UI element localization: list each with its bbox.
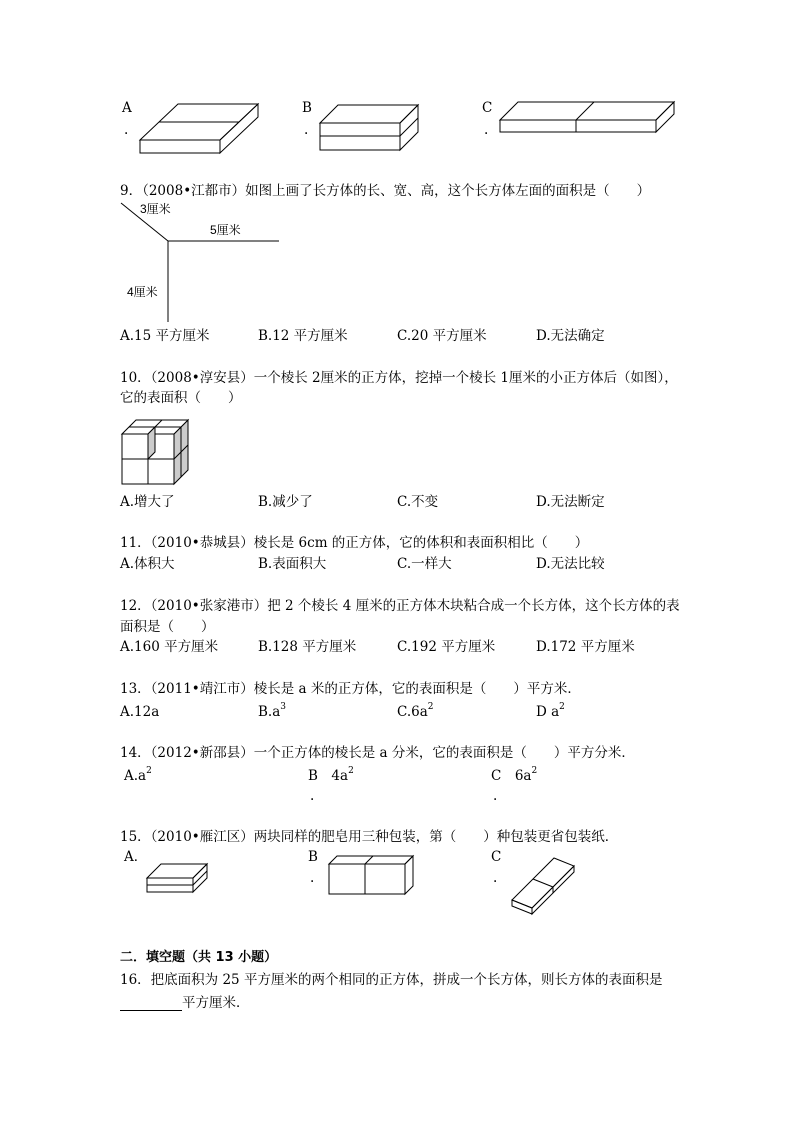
q15-figure-a <box>145 862 211 896</box>
q11-option-d: D.无法比较 <box>536 556 605 572</box>
q14-text: 14．（2012•新邵县）一个正方体的棱长是 a 分米，它的表面积是（ ）平方分米． <box>120 745 635 761</box>
q9-label-height: 4厘米 <box>127 285 158 299</box>
q14-option-b-dot: . <box>310 788 315 804</box>
q8-figure-a <box>138 100 263 156</box>
q10-text-line2: 它的表面积（ ） <box>120 390 242 406</box>
q9-text: 9．（2008•江都市）如图上画了长方体的长、宽、高，这个长方体左面的面积是（ ） <box>120 183 651 199</box>
q12-text-line2: 面积是（ ） <box>120 619 215 635</box>
q11-option-c: C.一样大 <box>397 556 452 572</box>
q15-option-b-dot: . <box>310 870 315 886</box>
q9-label-length: 5厘米 <box>210 223 241 237</box>
q11-option-a: A.体积大 <box>120 556 175 572</box>
q9-option-a: A.15 平方厘米 <box>120 328 210 344</box>
q15-option-b-label: B <box>308 849 318 865</box>
q12-option-b: B.128 平方厘米 <box>258 639 357 655</box>
q14-option-c-dot: . <box>493 788 498 804</box>
q8-option-b-label: B <box>302 100 312 116</box>
q14-option-c: C $6a^2$ <box>491 766 538 784</box>
q10-option-d: D.无法断定 <box>536 494 605 510</box>
q8-option-c-dot: . <box>484 122 489 138</box>
q9-option-d: D.无法确定 <box>536 328 605 344</box>
q15-option-c-dot: . <box>493 870 498 886</box>
q9-option-b: B.12 平方厘米 <box>258 328 348 344</box>
q10-text-line1: 10．（2008•淳安县）一个棱长 2厘米的正方体，挖掉一个棱长 1厘米的小正方体后（如图）， <box>120 370 678 386</box>
q10-option-a: A.增大了 <box>120 494 175 510</box>
q15-option-c-label: C <box>491 849 502 865</box>
q16-text-line2: 平方厘米． <box>182 995 250 1011</box>
q13-option-a: A.12a <box>120 704 160 720</box>
q12-option-a: A.160 平方厘米 <box>120 639 219 655</box>
q16-answer-blank[interactable] <box>120 998 182 1011</box>
q12-option-d: D.172 平方厘米 <box>536 639 635 655</box>
q12-text-line1: 12．（2010•张家港市）把 2 个棱长 4 厘米的正方体木块粘合成一个长方体，这个长方体的表 <box>120 598 680 614</box>
q16-text-line1: 16．把底面积为 25 平方厘米的两个相同的正方体，拼成一个长方体，则长方体的表面积是 <box>120 972 663 988</box>
section-title: 二．填空题（共 13 小题） <box>120 950 278 965</box>
q8-option-a-label: A <box>122 100 132 116</box>
q15-figure-b <box>327 854 417 898</box>
q14-option-b: B $4a^2$ <box>308 766 354 784</box>
q9-figure <box>118 200 288 325</box>
q9-option-c: C.20 平方厘米 <box>397 328 487 344</box>
q15-text: 15．（2010•雁江区）两块同样的肥皂用三种包装，第（ ）种包装更省包装纸． <box>120 829 619 845</box>
q13-option-c: $C.6a^2$ <box>397 702 434 720</box>
q11-text: 11．（2010•恭城县）棱长是 6cm 的正方体，它的体积和表面积相比（ ） <box>120 535 589 551</box>
q13-text: 13．（2011•靖江市）棱长是 a 米的正方体，它的表面积是（ ）平方米． <box>120 681 581 697</box>
q12-option-c: C.192 平方厘米 <box>397 639 496 655</box>
q11-option-b: B.表面积大 <box>258 556 327 572</box>
q8-figure-c <box>498 100 678 136</box>
q10-option-c: C.不变 <box>397 494 439 510</box>
q13-option-d: D $a^2$ <box>536 702 565 720</box>
q15-figure-c <box>508 852 578 918</box>
q10-option-b: B.减少了 <box>258 494 313 510</box>
q16-text-line2-wrap <box>120 995 250 1011</box>
q10-figure <box>120 416 192 486</box>
q14-option-a: $A.a^2$ <box>124 766 152 784</box>
q8-option-b-dot: . <box>304 122 309 138</box>
q9-label-width: 3厘米 <box>140 202 171 216</box>
q8-option-c-label: C <box>482 100 493 116</box>
q15-option-a-label: A． <box>124 849 148 865</box>
q13-option-b: $B.a^3$ <box>258 702 286 720</box>
q8-option-a-dot: . <box>124 122 129 138</box>
q8-figure-b <box>318 103 423 153</box>
